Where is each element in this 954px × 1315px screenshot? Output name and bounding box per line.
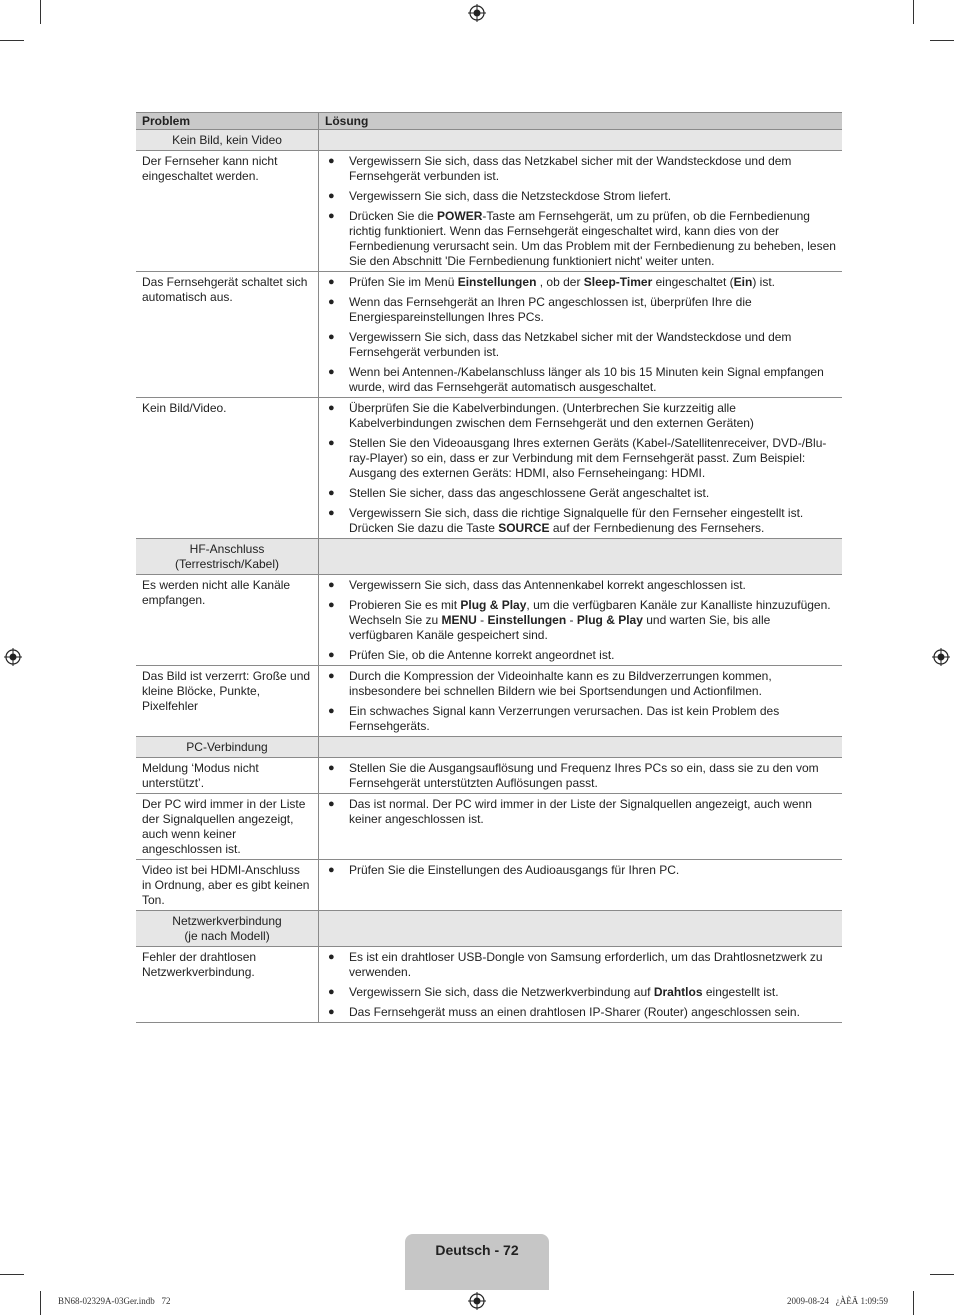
registration-mark-icon (468, 4, 486, 22)
solution-cell (319, 272, 843, 398)
solution-list (325, 863, 836, 878)
solution-item: ● Stellen Sie sicher, dass das angeschlossene Gerät angeschaltet ist. (328, 486, 710, 500)
solution-item: ● Vergewissern Sie sich, dass das Netzkabel sicher mit der Wandsteckdose und dem Fernsehgerät verbunden ist. (328, 330, 792, 359)
table-row (136, 860, 842, 911)
table-header-row (136, 113, 842, 130)
solution-item: ● Vergewissern Sie sich, dass das Antennenkabel korrekt angeschlossen ist. (328, 578, 746, 592)
bullet-icon: ● (328, 599, 335, 611)
crop-mark-top-left-v (40, 0, 41, 24)
crop-mark-bottom-left-h (0, 1274, 24, 1275)
section-empty-cell (319, 911, 843, 947)
table-row (136, 758, 842, 794)
problem-cell: Fehler der drahtlosen Netzwerkverbindung. (136, 947, 319, 1023)
solution-item: ● Stellen Sie den Videoausgang Ihres externen Geräts (Kabel-/Satellitenreceiver, DVD-/Blu-ray-Player) so ein, dass er zur Verbindung mit dem Fernsehgerät passt. Zum Beispiel: Ausgang des externen Geräts: HDMI, also Fernseheingang: HDMI. (328, 436, 827, 480)
section-label: Netzwerkverbindung (je nach Modell) (136, 911, 319, 947)
bullet-icon: ● (328, 210, 335, 222)
table-row (136, 398, 842, 539)
bullet-icon: ● (328, 864, 335, 876)
bullet-icon: ● (328, 296, 335, 308)
print-slug-file: BN68-02329A-03Ger.indb 72 (58, 1296, 171, 1306)
bullet-icon: ● (328, 670, 335, 682)
solution-cell (319, 860, 843, 911)
bullet-icon: ● (328, 579, 335, 591)
table-body (136, 130, 842, 1023)
bullet-icon: ● (328, 190, 335, 202)
section-empty-cell (319, 737, 843, 758)
solution-cell (319, 947, 843, 1023)
bullet-icon: ● (328, 1006, 335, 1018)
table-row (136, 666, 842, 737)
registration-mark-icon (4, 648, 22, 666)
solution-item: ● Prüfen Sie, ob die Antenne korrekt angeordnet ist. (328, 648, 615, 662)
solution-item: ● Wenn bei Antennen-/Kabelanschluss länger als 10 bis 15 Minuten kein Signal empfangen wurde, wird das Fernsehgerät automatisch ausgeschaltet. (328, 365, 824, 394)
section-row (136, 539, 842, 575)
bullet-icon: ● (328, 798, 335, 810)
header-problem: Problem (136, 113, 319, 130)
bullet-icon: ● (328, 649, 335, 661)
solution-item: ● Prüfen Sie die Einstellungen des Audioausgangs für Ihren PC. (328, 863, 680, 877)
solution-item: ● Überprüfen Sie die Kabelverbindungen. (Unterbrechen Sie kurzzeitig alle Kabelverbindungen zwischen dem Fernsehgerät und den externen Geräten) (328, 401, 754, 430)
bullet-icon: ● (328, 366, 335, 378)
solution-list (325, 797, 836, 827)
solution-item: ● Vergewissern Sie sich, dass die richtige Signalquelle für den Fernseher eingestellt ist. Drücken Sie dazu die Taste SOURCE auf der Fernbedienung des Fernsehers. (328, 506, 804, 535)
crop-mark-bottom-left-v (40, 1291, 41, 1315)
solution-list (325, 950, 836, 1020)
solution-list (325, 669, 836, 734)
crop-mark-bottom-right-h (930, 1274, 954, 1275)
problem-cell: Kein Bild/Video. (136, 398, 319, 539)
section-row (136, 911, 842, 947)
solution-item: ● Wenn das Fernsehgerät an Ihren PC angeschlossen ist, überprüfen Ihre die Energiespareinstellungen Ihres PCs. (328, 295, 752, 324)
table-row (136, 272, 842, 398)
crop-mark-top-left-h (0, 40, 24, 41)
solution-list (325, 275, 836, 395)
solution-item: ● Stellen Sie die Ausgangsauflösung und Frequenz Ihres PCs so ein, dass sie zu den vom Fernsehgerät unterstützten Auflösungen passt. (328, 761, 819, 790)
problem-cell: Meldung ‘Modus nicht unterstützt’. (136, 758, 319, 794)
solution-cell (319, 794, 843, 860)
bullet-icon: ● (328, 951, 335, 963)
solution-item: ● Das ist normal. Der PC wird immer in der Liste der Signalquellen angezeigt, auch wenn keiner angeschlossen ist. (328, 797, 812, 826)
bullet-icon: ● (328, 762, 335, 774)
table-row (136, 151, 842, 272)
bullet-icon: ● (328, 402, 335, 414)
bullet-icon: ● (328, 986, 335, 998)
solution-item: ● Es ist ein drahtloser USB-Dongle von Samsung erforderlich, um das Drahtlosnetzwerk zu verwenden. (328, 950, 823, 979)
crop-mark-top-right-v (913, 0, 914, 24)
solution-item: ● Prüfen Sie im Menü Einstellungen , ob der Sleep-Timer eingeschaltet (Ein) ist. (328, 275, 775, 289)
bullet-icon: ● (328, 437, 335, 449)
solution-cell (319, 151, 843, 272)
section-row (136, 130, 842, 151)
table-row (136, 794, 842, 860)
problem-cell: Das Fernsehgerät schaltet sich automatisch aus. (136, 272, 319, 398)
solution-list (325, 578, 836, 663)
solution-cell (319, 758, 843, 794)
solution-cell (319, 575, 843, 666)
bullet-icon: ● (328, 276, 335, 288)
bullet-icon: ● (328, 331, 335, 343)
bullet-icon: ● (328, 705, 335, 717)
bullet-icon: ● (328, 487, 335, 499)
registration-mark-icon (932, 648, 950, 666)
section-label: HF-Anschluss (Terrestrisch/Kabel) (136, 539, 319, 575)
section-label: Kein Bild, kein Video (136, 130, 319, 151)
solution-cell (319, 666, 843, 737)
page-number-tab (405, 1234, 549, 1290)
bullet-icon: ● (328, 155, 335, 167)
problem-cell: Video ist bei HDMI-Anschluss in Ordnung, aber es gibt keinen Ton. (136, 860, 319, 911)
solution-item: ● Vergewissern Sie sich, dass das Netzkabel sicher mit der Wandsteckdose und dem Fernsehgerät verbunden ist. (328, 154, 792, 183)
section-empty-cell (319, 539, 843, 575)
section-row (136, 737, 842, 758)
solution-item: ● Ein schwaches Signal kann Verzerrungen verursachen. Das ist kein Problem des Fernsehgeräts. (328, 704, 780, 733)
solution-item: ● Durch die Kompression der Videoinhalte kann es zu Bildverzerrungen kommen, insbesondere bei schnellen Bildern wie bei Sportsendungen und Actionfilmen. (328, 669, 772, 698)
problem-cell: Der PC wird immer in der Liste der Signalquellen angezeigt, auch wenn keiner angeschlossen ist. (136, 794, 319, 860)
solution-item: ● Drücken Sie die POWER-Taste am Fernsehgerät, um zu prüfen, ob die Fernbedienung richtig funktioniert. Wenn das Fernsehgerät eingeschaltet wird, kann dies von der Fernbedienung verursacht sein. Um das Problem mit der Fernbedienung zu beheben, lesen Sie den Abschnitt 'Die Fernbedienung funktioniert nicht' weiter unten. (328, 209, 836, 268)
solution-item: ● Das Fernsehgerät muss an einen drahtlosen IP-Sharer (Router) angeschlossen sein. (328, 1005, 800, 1019)
registration-mark-icon (468, 1292, 486, 1310)
crop-mark-top-right-h (930, 40, 954, 41)
page-number-label: Deutsch - 72 (435, 1242, 519, 1258)
solution-item: ● Vergewissern Sie sich, dass die Netzwerkverbindung auf Drahtlos eingestellt ist. (328, 985, 779, 999)
section-empty-cell (319, 130, 843, 151)
solution-list (325, 154, 836, 269)
section-label: PC-Verbindung (136, 737, 319, 758)
bullet-icon: ● (328, 507, 335, 519)
header-solution: Lösung (319, 113, 843, 130)
crop-mark-bottom-right-v (913, 1291, 914, 1315)
table-row (136, 947, 842, 1023)
problem-cell: Es werden nicht alle Kanäle empfangen. (136, 575, 319, 666)
table-row (136, 575, 842, 666)
solution-list (325, 401, 836, 536)
troubleshooting-table (136, 112, 842, 1023)
problem-cell: Der Fernseher kann nicht eingeschaltet werden. (136, 151, 319, 272)
solution-list (325, 761, 836, 791)
solution-cell (319, 398, 843, 539)
print-slug-timestamp: 2009-08-24 ¿ÀÈÄ 1:09:59 (787, 1296, 888, 1306)
solution-item: ● Vergewissern Sie sich, dass die Netzsteckdose Strom liefert. (328, 189, 672, 203)
solution-item: ● Probieren Sie es mit Plug & Play, um die verfügbaren Kanäle zur Kanalliste hinzuzufügen. Wechseln Sie zu MENU - Einstellungen - Plug & Play und warten Sie, bis alle verfügbaren Kanäle gespeichert sind. (328, 598, 831, 642)
problem-cell: Das Bild ist verzerrt: Große und kleine Blöcke, Punkte, Pixelfehler (136, 666, 319, 737)
